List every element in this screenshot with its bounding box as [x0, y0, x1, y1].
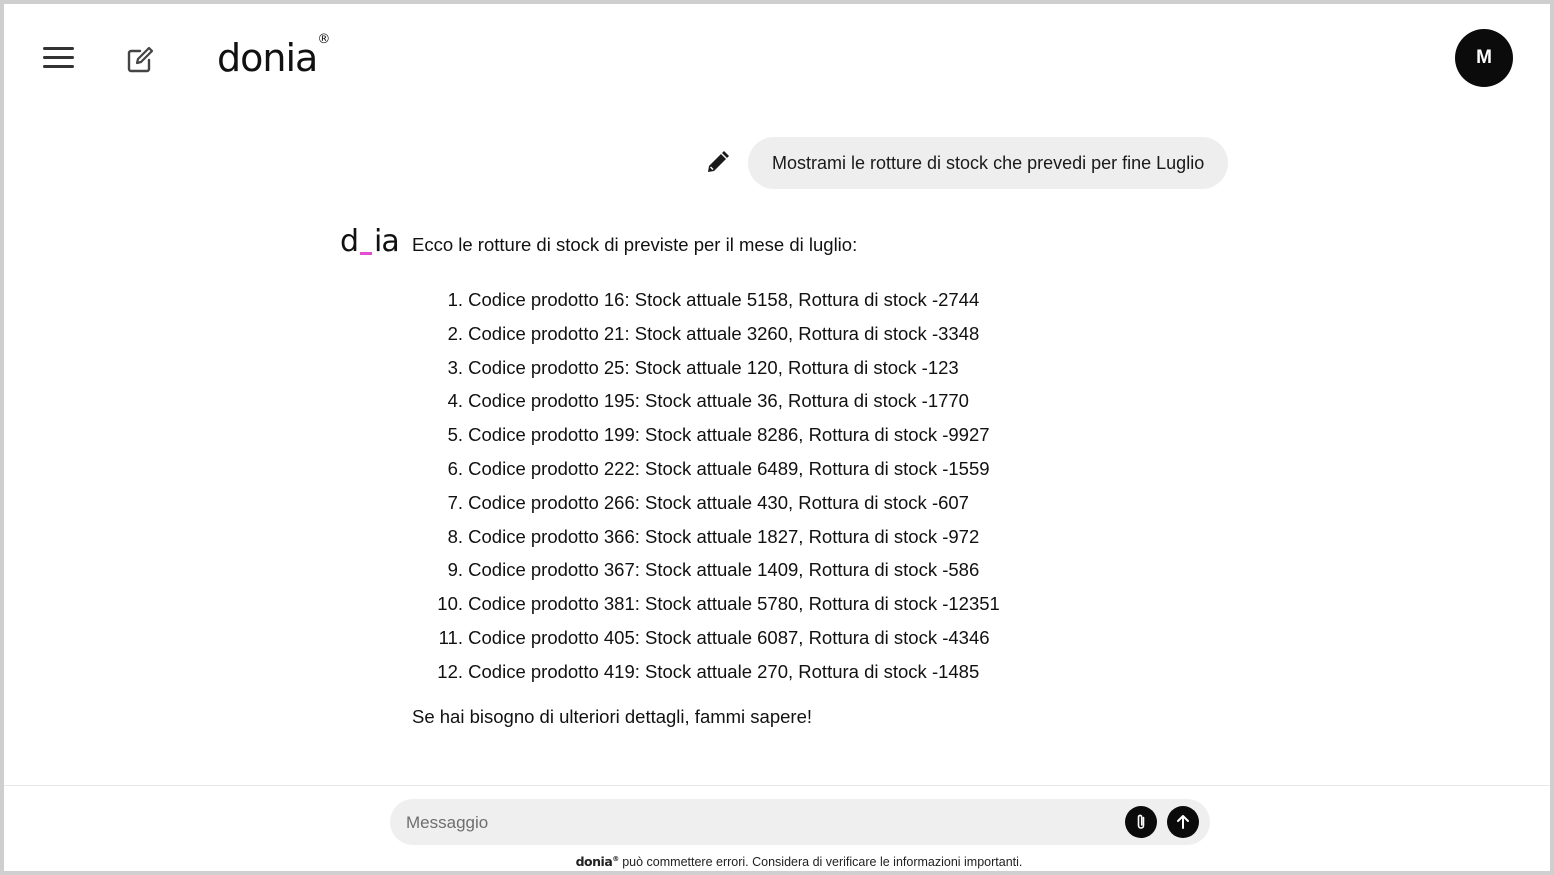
list-item-number: 11.: [438, 626, 463, 648]
footer-divider: [4, 785, 1550, 786]
assistant-logo-right: ia: [374, 224, 399, 259]
pencil-icon[interactable]: [704, 150, 730, 176]
list-item: [412, 624, 1000, 658]
assistant-logo: [340, 224, 399, 259]
arrow-up-icon: [1174, 813, 1192, 831]
list-item-number: 10.: [437, 593, 463, 615]
disclaimer-brand-mark: ®: [612, 854, 619, 863]
list-item-number: 12.: [437, 660, 463, 682]
list-item-text: Codice prodotto 419: Stock attuale 270, Rottura di stock -1485: [468, 660, 980, 682]
list-item-number: 5.: [447, 424, 463, 446]
user-message-row: [704, 136, 1228, 190]
top-bar: [4, 4, 1550, 114]
disclaimer-text: può commettere errori. Considera di verificare le informazioni importanti.: [618, 855, 1023, 869]
assistant-logo-underscore: [360, 252, 372, 255]
list-item-text: Codice prodotto 16: Stock attuale 5158, Rottura di stock -2744: [468, 289, 980, 310]
list-item: [412, 320, 1000, 354]
list-item: [412, 354, 1000, 388]
list-item-text: Codice prodotto 367: Stock attuale 1409, Rottura di stock -586: [468, 559, 980, 581]
assistant-intro: Ecco le rotture di stock di previste per il mese di luglio:: [412, 234, 858, 255]
app-logo: [217, 32, 331, 80]
message-input[interactable]: [404, 807, 1108, 839]
list-item: [412, 387, 1000, 421]
menu-icon-bar: [43, 47, 74, 50]
list-item-text: Codice prodotto 381: Stock attuale 5780, Rottura di stock -12351: [468, 593, 1000, 615]
list-item: [412, 455, 1000, 489]
user-avatar[interactable]: [1455, 29, 1513, 87]
list-item-text: Codice prodotto 366: Stock attuale 1827, Rottura di stock -972: [468, 525, 980, 547]
attach-button[interactable]: [1125, 806, 1157, 838]
list-item-number: 7.: [447, 491, 463, 513]
disclaimer: [4, 854, 1554, 869]
list-item-number: 2.: [447, 322, 463, 344]
list-item: [412, 556, 1000, 590]
send-button[interactable]: [1167, 806, 1199, 838]
list-item-number: 3.: [447, 356, 463, 378]
list-item-number: 1.: [447, 289, 463, 310]
list-item-number: 6.: [447, 457, 463, 479]
user-message-bubble: [748, 137, 1228, 189]
list-item-text: Codice prodotto 222: Stock attuale 6489, Rottura di stock -1559: [468, 457, 990, 479]
user-message-text: Mostrami le rotture di stock che prevedi per fine Luglio: [772, 152, 1205, 173]
avatar-initial: M: [1476, 47, 1492, 68]
list-item-text: Codice prodotto 199: Stock attuale 8286, Rottura di stock -9927: [468, 424, 990, 446]
assistant-outro: Se hai bisogno di ulteriori dettagli, fammi sapere!: [412, 706, 813, 727]
list-item-text: Codice prodotto 195: Stock attuale 36, Rottura di stock -1770: [468, 390, 969, 412]
paperclip-icon: [1134, 813, 1148, 831]
list-item: [412, 523, 1000, 557]
assistant-logo-left: d: [340, 224, 359, 259]
stockout-list: [412, 286, 1000, 692]
list-item-number: 8.: [447, 525, 463, 547]
list-item-text: Codice prodotto 266: Stock attuale 430, Rottura di stock -607: [468, 491, 969, 513]
list-item: [412, 590, 1000, 624]
list-item-text: Codice prodotto 405: Stock attuale 6087, Rottura di stock -4346: [468, 626, 990, 648]
logo-text: donia: [217, 36, 318, 80]
disclaimer-brand: [576, 854, 619, 869]
list-item: [412, 489, 1000, 523]
list-item-text: Codice prodotto 25: Stock attuale 120, Rottura di stock -123: [468, 356, 959, 378]
disclaimer-brand-text: donia: [575, 854, 613, 869]
menu-icon-bar: [43, 56, 74, 59]
list-item-text: Codice prodotto 21: Stock attuale 3260, Rottura di stock -3348: [468, 322, 980, 344]
logo-registered-mark: ®: [317, 32, 331, 48]
list-item: [412, 421, 1000, 455]
edit-icon: [124, 44, 156, 76]
new-chat-button[interactable]: [124, 44, 156, 76]
menu-icon-bar: [43, 65, 74, 68]
list-item-number: 4.: [447, 390, 463, 412]
list-item-number: 9.: [447, 559, 463, 581]
menu-button[interactable]: [40, 42, 76, 74]
message-composer: [390, 799, 1210, 845]
list-item: [412, 286, 1000, 320]
list-item: [412, 658, 1000, 692]
